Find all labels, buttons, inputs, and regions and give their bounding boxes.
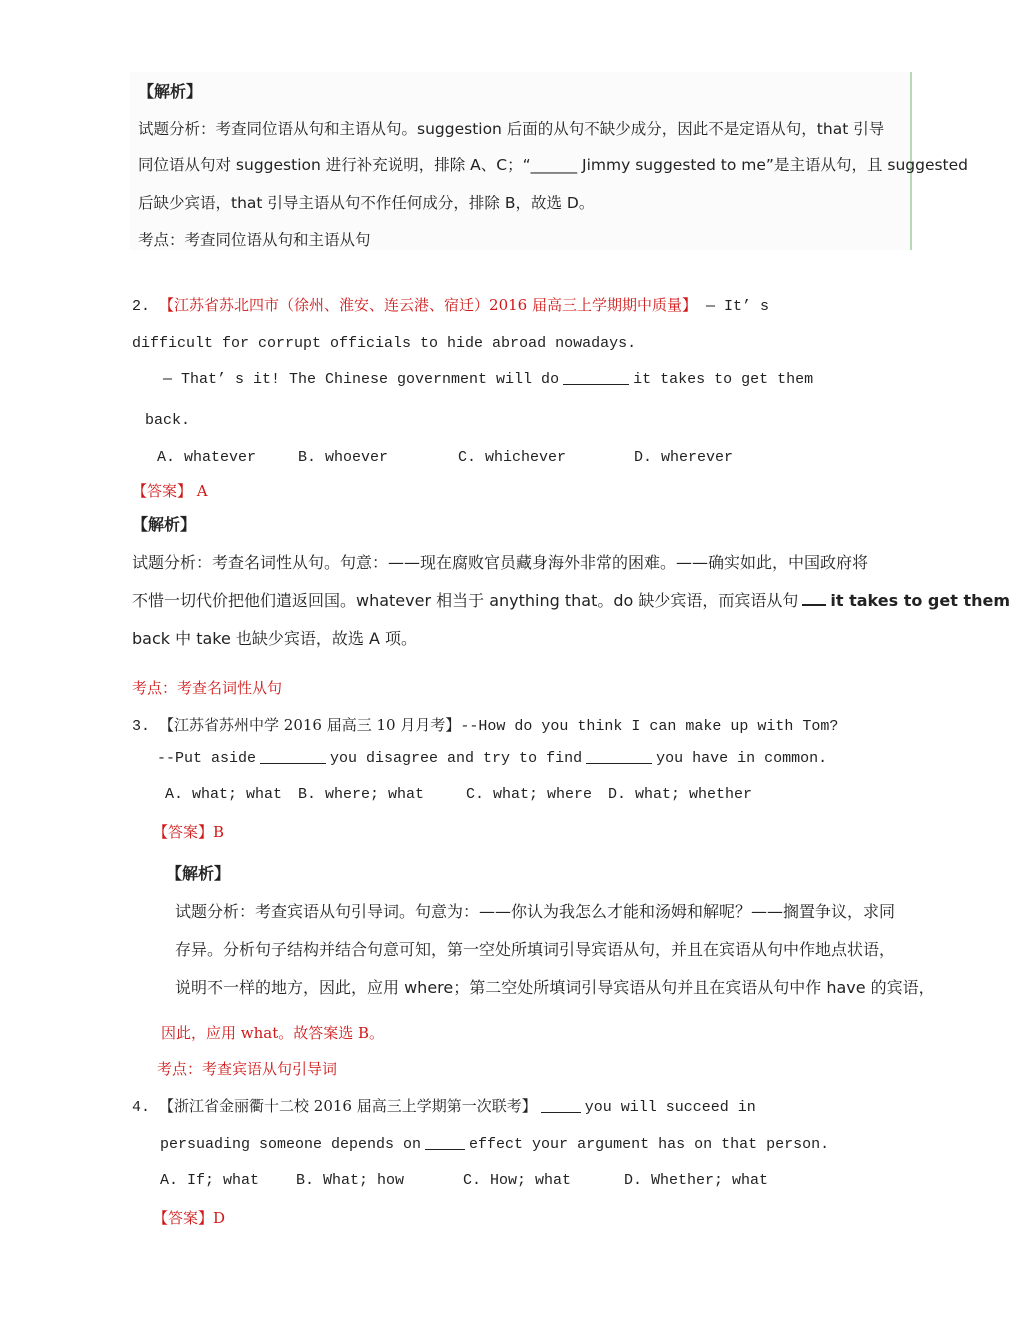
- question-number: 4.: [132, 1099, 151, 1116]
- analysis-heading: 【解析】: [132, 515, 197, 534]
- question-4-stem-line: persuading someone depends on effect your argument has on that person.: [160, 1136, 830, 1153]
- option-b: B. where; what: [298, 786, 425, 803]
- option-a: A. whatever: [157, 449, 257, 466]
- question-source: 【江苏省苏州中学 2016 届高三 10 月月考】: [159, 716, 461, 734]
- option-d: D. what; whether: [608, 786, 753, 803]
- question-number: 2.: [132, 298, 151, 315]
- answer-value: A: [196, 482, 208, 500]
- point-line: 考点：考查宾语从句引导词: [157, 1060, 338, 1078]
- option-c: C. How; what: [463, 1172, 572, 1189]
- question-2-stem: 2. 【江苏省苏北四市（徐州、淮安、连云港、宿迁）2016 届高三上学期期中质量】 — It’ s: [132, 296, 770, 315]
- option-d: D. Whether; what: [624, 1172, 769, 1189]
- blank: [586, 763, 652, 764]
- analysis-line: 说明不一样的地方，因此，应用 where；第二空处所填词引导宾语从句并且在宾语从句中作 have 的宾语，: [175, 978, 935, 997]
- analysis-line: 同位语从句对 suggestion 进行补充说明，排除 A、C；“______ Jimmy suggested to me”是主语从句，且 suggested: [138, 156, 969, 174]
- analysis-line: back 中 take 也缺少宾语，故选 A 项。: [132, 629, 418, 648]
- question-source: 【浙江省金丽衢十二校 2016 届高三上学期第一次联考】: [159, 1097, 537, 1115]
- analysis-line: 试题分析：考查宾语从句引导词。句意为：——你认为我怎么才能和汤姆和解呢？——搁置争议，求同: [175, 902, 896, 921]
- answer-value: D: [213, 1209, 226, 1227]
- blank: [425, 1149, 465, 1150]
- option-c: C. whichever: [458, 449, 567, 466]
- answer-value: B: [213, 823, 225, 841]
- option-a: A. If; what: [160, 1172, 260, 1189]
- question-2-stem-line: difficult for corrupt officials to hide abroad nowadays.: [132, 335, 637, 352]
- option-a: A. what; what: [165, 786, 283, 803]
- option-c: C. what; where: [466, 786, 593, 803]
- question-2-stem-line: — That’ s it! The Chinese government will do it takes to get them: [163, 371, 814, 388]
- analysis-line: 后缺少宾语，that 引导主语从句不作任何成分，排除 B，故选 D。: [138, 194, 595, 212]
- point-line: 考点：考查名词性从句: [132, 679, 283, 697]
- blank: [260, 763, 326, 764]
- option-b: B. What; how: [296, 1172, 405, 1189]
- analysis-heading: 【解析】: [138, 82, 203, 101]
- analysis-heading: 【解析】: [166, 864, 231, 883]
- option-b: B. whoever: [298, 449, 389, 466]
- blank: [541, 1112, 581, 1113]
- option-d: D. wherever: [634, 449, 734, 466]
- analysis-line: 试题分析：考查同位语从句和主语从句。suggestion 后面的从句不缺少成分，因此不是定语从句，that 引导: [138, 120, 885, 138]
- answer-line: 【答案】B: [153, 823, 225, 841]
- point-line: 考点：考查同位语从句和主语从句: [138, 231, 371, 249]
- analysis-line: 因此，应用 what。故答案选 B。: [161, 1024, 385, 1042]
- question-number: 3.: [132, 718, 151, 735]
- analysis-line: 不惜一切代价把他们遣返回国。whatever 相当于 anything that。do 缺少宾语，而宾语从句 it takes to get them: [132, 591, 1010, 610]
- blank: [802, 604, 826, 606]
- question-source: 【江苏省苏北四市（徐州、淮安、连云港、宿迁）2016 届高三上学期期中质量】: [159, 296, 697, 314]
- question-2-stem-line: back.: [145, 412, 191, 429]
- question-3-stem-line: --Put aside you disagree and try to find you have in common.: [157, 750, 828, 767]
- question-4-stem: 4. 【浙江省金丽衢十二校 2016 届高三上学期第一次联考】 you will succeed in: [132, 1097, 756, 1116]
- question-3-stem: 3. 【江苏省苏州中学 2016 届高三 10 月月考】--How do you think I can make up with Tom?: [132, 716, 839, 735]
- blank: [563, 384, 629, 385]
- analysis-line: 试题分析：考查名词性从句。句意：——现在腐败官员藏身海外非常的困难。——确实如此，中国政府将: [132, 553, 869, 572]
- answer-line: 【答案】 A: [132, 482, 208, 500]
- answer-line: 【答案】D: [153, 1209, 226, 1227]
- analysis-line: 存异。分析句子结构并结合句意可知，第一空处所填词引导宾语从句，并且在宾语从句中作地点状语，: [175, 940, 896, 959]
